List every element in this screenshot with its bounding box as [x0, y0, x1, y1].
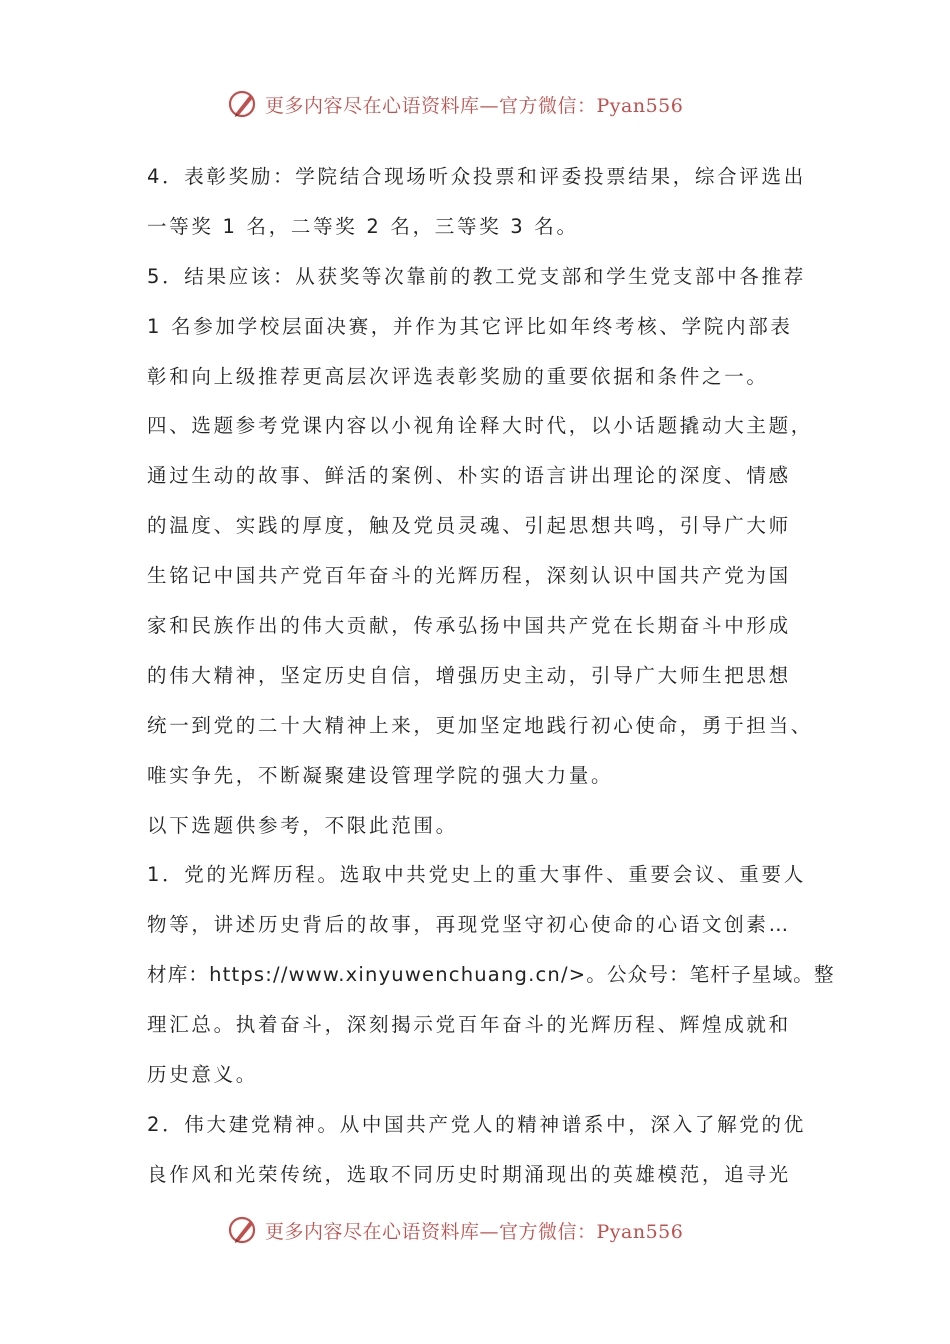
text-line: 5．结果应该：从获奖等次靠前的教工党支部和学生党支部中各推荐 — [147, 264, 806, 288]
watermark-text: 更多内容尽在心语资料库—官方微信：Pyan556 — [265, 1220, 684, 1243]
text-line: 1 名参加学校层面决赛，并作为其它评比如年终考核、学院内部表 — [147, 314, 793, 338]
text-line: 家和民族作出的伟大贡献，传承弘扬中国共产党在长期奋斗中形成 — [147, 614, 791, 638]
watermark-footer — [227, 1212, 683, 1248]
text-line: 理汇总。执着奋斗，深刻揭示党百年奋斗的光辉历程、辉煌成就和 — [147, 1013, 791, 1037]
text-line: 2．伟大建党精神。从中国共产党人的精神谱系中，深入了解党的优 — [147, 1112, 806, 1136]
text-line: 彰和向上级推荐更高层次评选表彰奖励的重要依据和条件之一。 — [147, 364, 769, 388]
text-line: 的温度、实践的厚度，触及党员灵魂、引起思想共鸣，引导广大师 — [147, 514, 791, 538]
paragraph-topic-reference — [147, 401, 837, 800]
paragraph-intro-topics — [147, 801, 837, 851]
watermark-text: 更多内容尽在心语资料库—官方微信：Pyan556 — [265, 94, 684, 117]
text-line: 四、选题参考党课内容以小视角诠释大时代，以小话题撬动大主题， — [147, 414, 814, 438]
text-line: 以下选题供参考，不限此范围。 — [147, 813, 458, 837]
text-line: 唯实争先，不断凝聚建设管理学院的强大力量。 — [147, 763, 614, 787]
paragraph-topic-2 — [147, 1100, 837, 1200]
pen-logo-icon — [227, 88, 259, 120]
text-line: 通过生动的故事、鲜活的案例、朴实的语言讲出理论的深度、情感 — [147, 464, 791, 488]
text-line: 生铭记中国共产党百年奋斗的光辉历程，深刻认识中国共产党为国 — [147, 564, 791, 588]
text-line: 历史意义。 — [147, 1063, 259, 1087]
text-line-url: 材库：https://www.xinyuwenchuang.cn/>。公众号：笔杆子星域。整 — [147, 963, 835, 987]
document-body — [147, 152, 837, 1200]
text-line: 良作风和光荣传统，选取不同历史时期涌现出的英雄模范，追寻光 — [147, 1162, 791, 1186]
paragraph-results — [147, 252, 837, 402]
text-line: 4．表彰奖励：学院结合现场听众投票和评委投票结果，综合评选出 — [147, 165, 806, 188]
text-line: 的伟大精神，坚定历史自信，增强历史主动，引导广大师生把思想 — [147, 663, 791, 687]
paragraph-awards — [147, 152, 837, 252]
text-line: 统一到党的二十大精神上来，更加坚定地践行初心使命，勇于担当、 — [147, 713, 814, 737]
paragraph-topic-1 — [147, 850, 837, 1099]
text-line: 一等奖 1 名，二等奖 2 名，三等奖 3 名。 — [147, 214, 579, 238]
pen-logo-icon — [227, 1214, 259, 1246]
watermark-header — [227, 86, 683, 122]
text-line: 物等，讲述历史背后的故事，再现党坚守初心使命的心语文创素… — [147, 913, 791, 937]
text-line: 1．党的光辉历程。选取中共党史上的重大事件、重要会议、重要人 — [147, 863, 806, 887]
